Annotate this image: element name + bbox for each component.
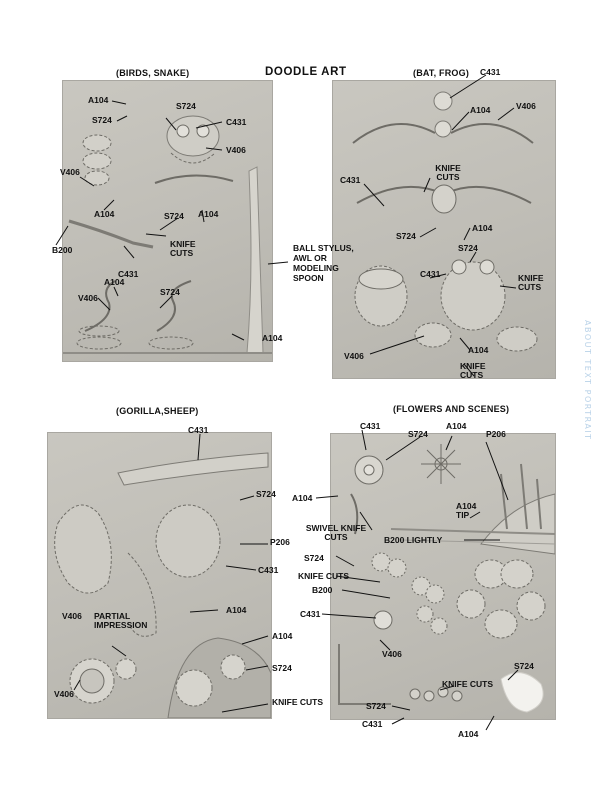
label-frog-knife-cuts-2: KNIFE CUTS xyxy=(460,361,486,380)
label-birds-s724-2: S724 xyxy=(176,101,196,111)
label-sheep-a104: A104 xyxy=(272,631,293,641)
label-b200-lightly: B200 LIGHTLY xyxy=(384,535,443,545)
label-bat-c431: C431 xyxy=(480,67,501,77)
label-flowers-a104: A104 xyxy=(446,421,467,431)
label-birds-v406-1: V406 xyxy=(226,145,246,155)
label-flowers-knife-cuts: KNIFE CUTS xyxy=(298,571,349,581)
label-swivel-knife-cuts: SWIVEL KNIFE CUTS xyxy=(305,523,367,542)
page-title: DOODLE ART xyxy=(265,66,347,78)
label-sheep-s724: S724 xyxy=(272,663,292,673)
label-birds-c431: C431 xyxy=(226,117,247,127)
label-frog-a104-2: A104 xyxy=(468,345,489,355)
panel-bat-frog xyxy=(332,80,556,379)
label-bat-knife-cuts: KNIFE CUTS xyxy=(435,163,461,182)
label-flowers-s724-2: S724 xyxy=(304,553,324,563)
label-frog-v406: V406 xyxy=(344,351,364,361)
label-flowers-c431-3: C431 xyxy=(362,719,383,729)
label-frog-c431: C431 xyxy=(420,269,441,279)
label-birds-a104-3: A104 xyxy=(198,209,219,219)
label-gorilla-a104: A104 xyxy=(226,605,247,615)
label-bat-c431-2: C431 xyxy=(340,175,361,185)
label-birds-ball-stylus: BALL STYLUS, AWL OR MODELING SPOON xyxy=(293,243,354,283)
side-watermark: ABOUT TEXT PORTRAIT xyxy=(583,320,592,441)
label-birds-a104-5: A104 xyxy=(262,333,283,343)
label-flowers-p206: P206 xyxy=(486,429,506,439)
label-flowers-b200: B200 xyxy=(312,585,333,595)
flowers-scenes-artwork xyxy=(331,434,555,719)
label-sheep-v406-2: V406 xyxy=(54,689,74,699)
label-birds-a104-1: A104 xyxy=(88,95,109,105)
label-birds-c431-2: C431 xyxy=(118,269,139,279)
bat-frog-artwork xyxy=(333,81,555,378)
label-flowers-a104-tip: A104 TIP xyxy=(456,501,477,520)
label-gorilla-p206: P206 xyxy=(270,537,290,547)
label-birds-b200: B200 xyxy=(52,245,73,255)
label-frog-a104: A104 xyxy=(472,223,493,233)
label-gorilla-s724: S724 xyxy=(256,489,276,499)
label-gorilla-c431: C431 xyxy=(188,425,209,435)
label-birds-s724-3: S724 xyxy=(164,211,184,221)
label-frog-knife-cuts: KNIFE CUTS xyxy=(518,273,544,292)
label-bat-v406: V406 xyxy=(516,101,536,111)
label-birds-a104-4: A104 xyxy=(104,277,125,287)
label-flowers-c431-2: C431 xyxy=(300,609,321,619)
panel-gorilla-sheep xyxy=(47,432,272,719)
label-bat-a104: A104 xyxy=(470,105,491,115)
label-flowers-s724: S724 xyxy=(408,429,428,439)
label-flowers-knife-cuts-2: KNIFE CUTS xyxy=(442,679,493,689)
heading-birds-snake: (BIRDS, SNAKE) xyxy=(116,68,190,78)
label-flowers-a104-3: A104 xyxy=(458,729,479,739)
label-flowers-a104-2: A104 xyxy=(292,493,313,503)
label-sheep-v406: V406 xyxy=(62,611,82,621)
gorilla-sheep-artwork xyxy=(48,433,271,718)
heading-bat-frog: (BAT, FROG) xyxy=(413,68,470,78)
label-flowers-s724-4: S724 xyxy=(366,701,386,711)
heading-gorilla-sheep: (GORILLA,SHEEP) xyxy=(116,406,199,416)
label-frog-s724: S724 xyxy=(396,231,416,241)
label-birds-v406-2: V406 xyxy=(60,167,80,177)
label-frog-s724-2: S724 xyxy=(458,243,478,253)
label-flowers-s724-3: S724 xyxy=(514,661,534,671)
label-gorilla-c431-2: C431 xyxy=(258,565,279,575)
label-birds-s724-4: S724 xyxy=(160,287,180,297)
label-partial-impression: PARTIAL IMPRESSION xyxy=(94,611,148,630)
label-flowers-c431: C431 xyxy=(360,421,381,431)
label-birds-knife-cuts: KNIFE CUTS xyxy=(170,239,196,258)
label-birds-v406-3: V406 xyxy=(78,293,98,303)
label-birds-s724-1: S724 xyxy=(92,115,112,125)
label-sheep-knife-cuts: KNIFE CUTS xyxy=(272,697,323,707)
panel-flowers-scenes xyxy=(330,433,556,720)
label-flowers-v406: V406 xyxy=(382,649,402,659)
heading-flowers-scenes: (FLOWERS AND SCENES) xyxy=(393,404,510,414)
label-birds-a104-2: A104 xyxy=(94,209,115,219)
